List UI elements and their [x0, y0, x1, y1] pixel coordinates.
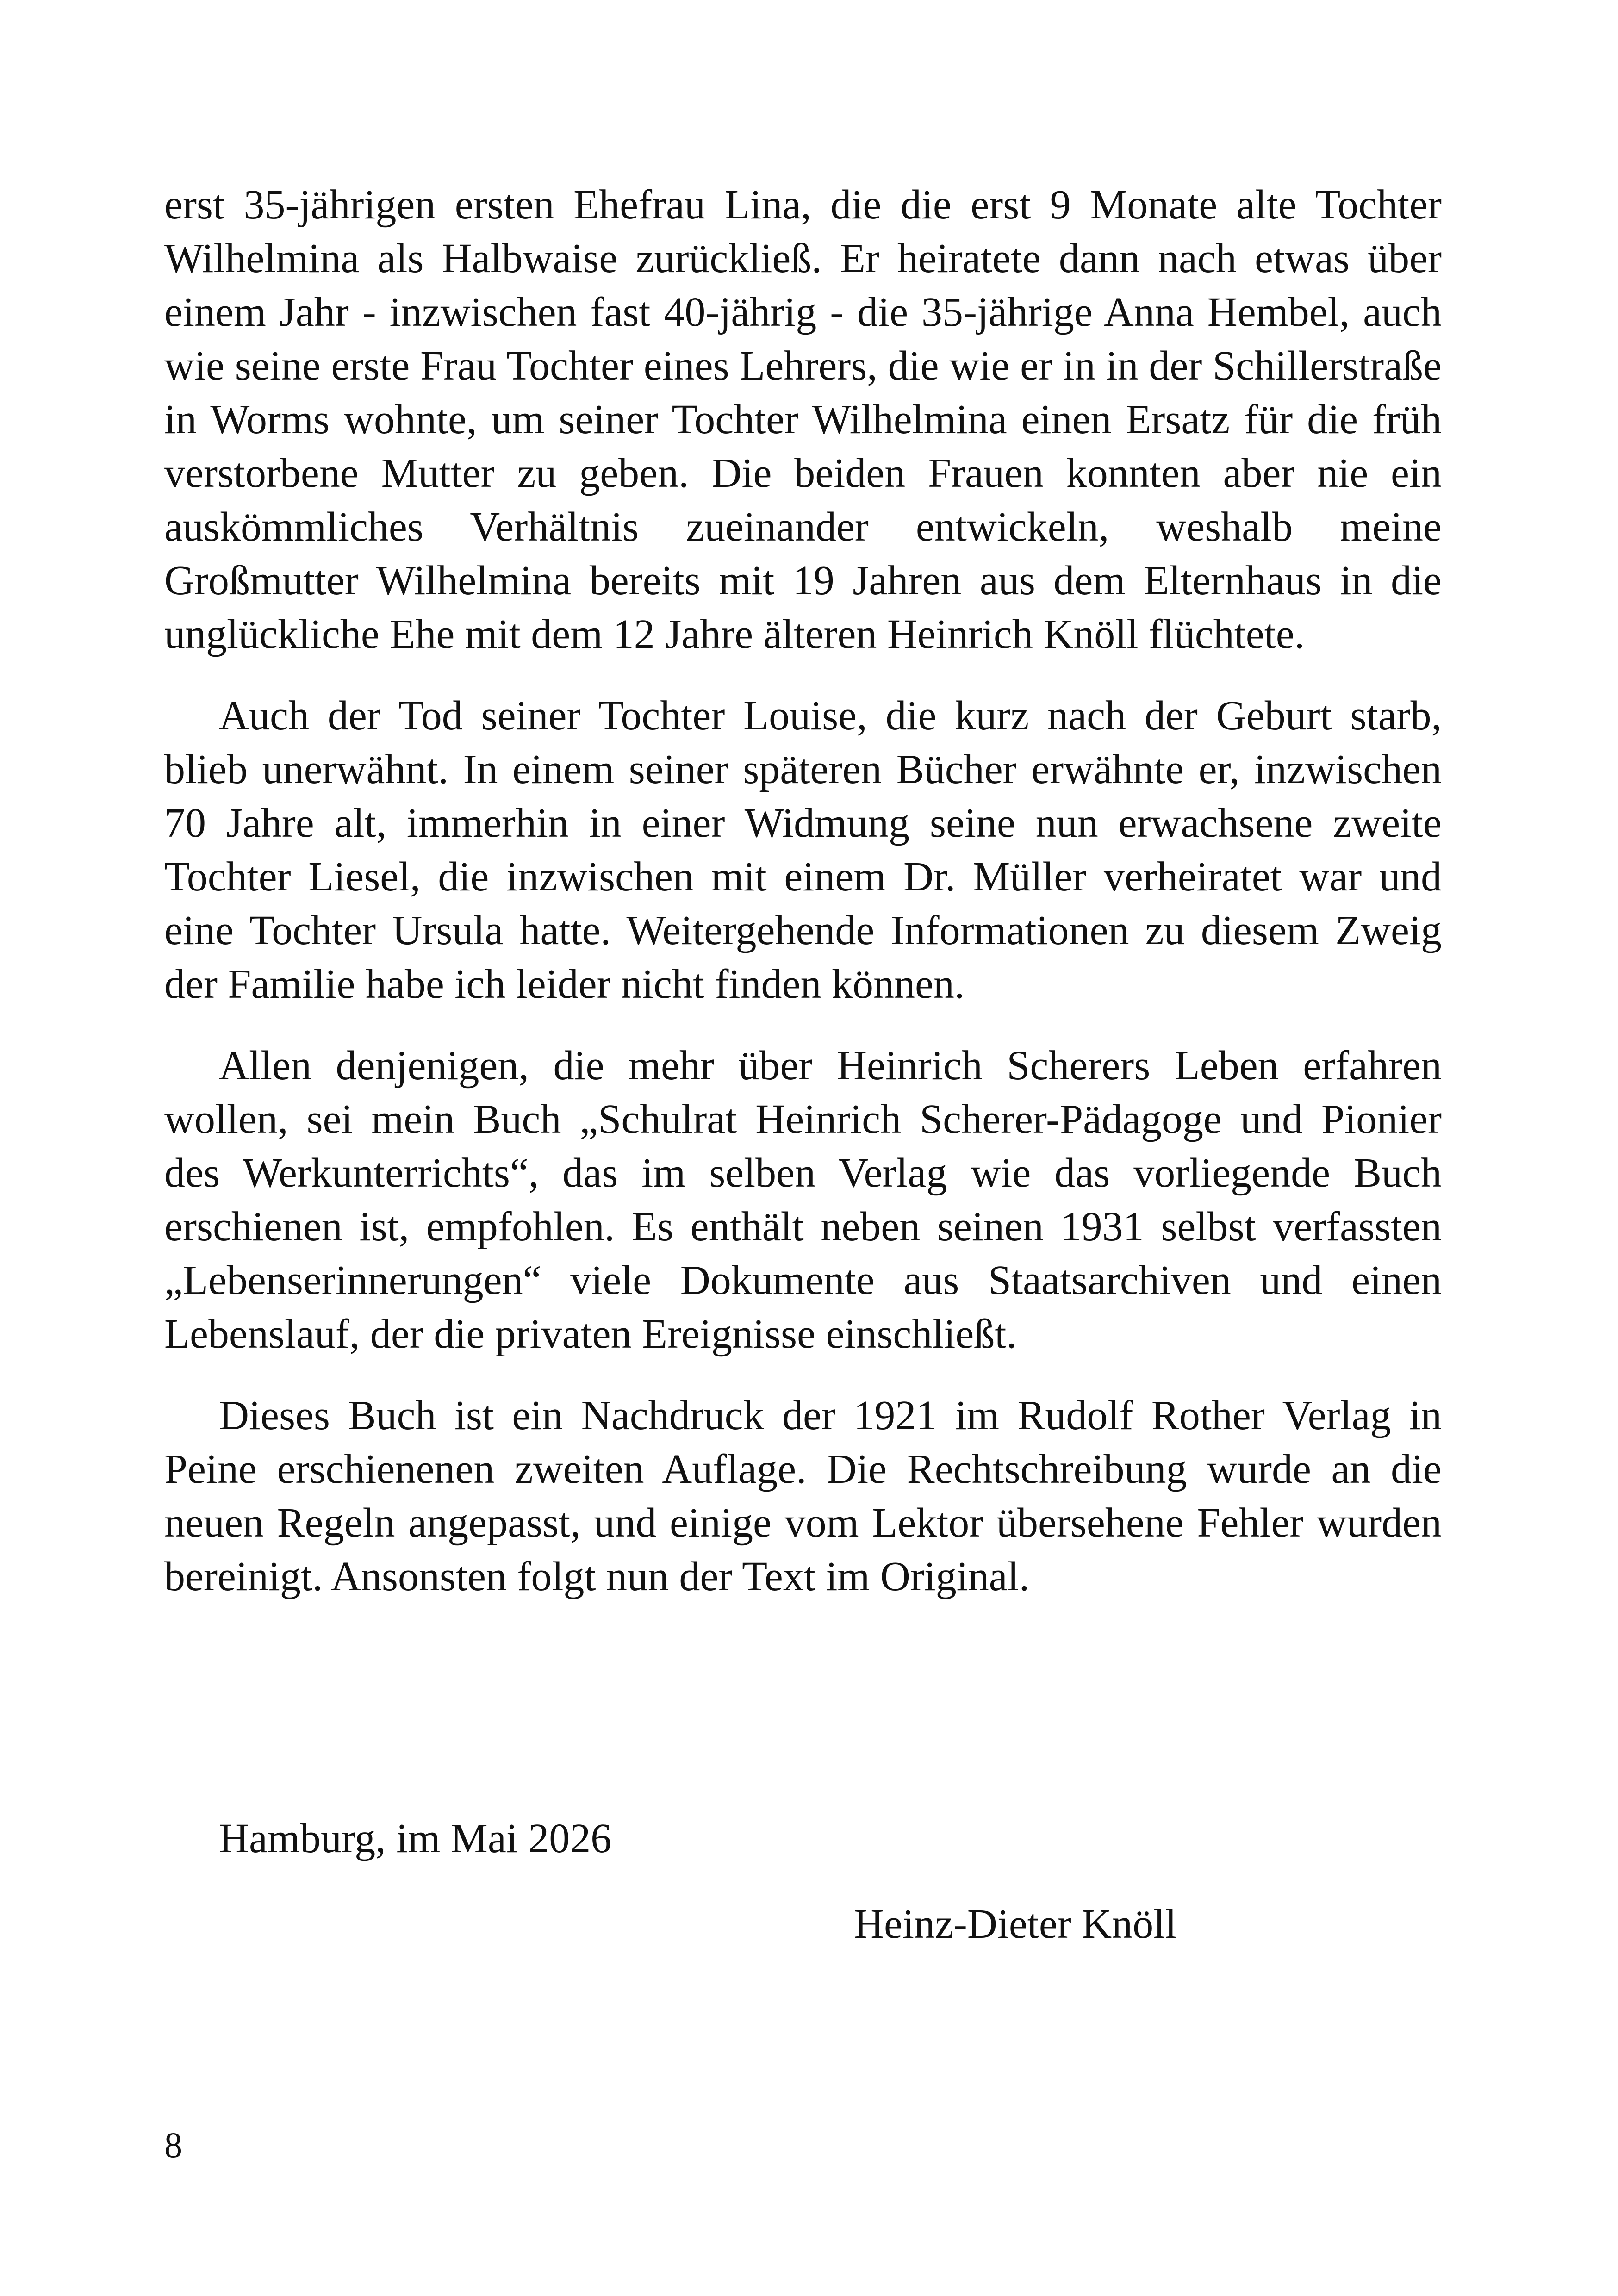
page-number: 8	[164, 2125, 182, 2165]
place-date: Hamburg, im Mai 2026	[219, 1816, 612, 1861]
paragraph-buch-empfehlung: Allen denjenigen, die mehr über Heinrich Scherers Leben erfahren wollen, sei mein Buch „Schulrat Heinrich Scherer-Pädagoge und Pionier des Werkunterrichts“, das im selben Verlag wie das vorliegende Buch erschienen ist, empfohlen. Es enthält neben seinen 1931 selbst verfassten „Lebenserinnerungen“ viele Dokumente aus Staatsarchiven und einen Lebenslauf, der die privaten Ereignisse einschließt.	[164, 1043, 1442, 1357]
body-text	[164, 178, 1442, 1604]
paragraph-continuation: erst 35-jährigen ersten Ehefrau Lina, die die erst 9 Monate alte Tochter Wilhelmina als Halbwaise zurückließ. Er heiratete dann nach etwas über einem Jahr - inzwischen fast 40-jährig - die 35-jährige Anna Hembel, auch wie seine erste Frau Tochter eines Lehrers, die wie er in in der Schillerstraße in Worms wohnte, um seiner Tochter Wilhelmina einen Ersatz für die früh verstorbene Mutter zu geben. Die beiden Frauen konnten aber nie ein auskömmliches Verhältnis zueinander entwickeln, weshalb meine Großmutter Wilhelmina bereits mit 19 Jahren aus dem Elternhaus in die unglückliche Ehe mit dem 12 Jahre älteren Heinrich Knöll flüchtete.	[164, 182, 1442, 657]
paragraph-tod-louise: Auch der Tod seiner Tochter Louise, die kurz nach der Geburt starb, blieb unerwähnt. In einem seiner späteren Bücher erwähnte er, inzwischen 70 Jahre alt, immerhin in einer Widmung seine nun erwachsene zweite Tochter Liesel, die inzwischen mit einem Dr. Müller verheiratet war und eine Tochter Ursula hatte. Weitergehende Informationen zu diesem Zweig der Familie habe ich leider nicht finden können.	[164, 693, 1442, 1007]
paragraph-nachdruck: Dieses Buch ist ein Nachdruck der 1921 im Rudolf Rother Verlag in Peine erschienenen zweiten Auflage. Die Rechtschreibung wurde an die neuen Regeln angepasst, und einige vom Lektor übersehene Fehler wurden bereinigt. Ansonsten folgt nun der Text im Original.	[164, 1393, 1442, 1599]
author-signature: Heinz-Dieter Knöll	[854, 1901, 1177, 1947]
